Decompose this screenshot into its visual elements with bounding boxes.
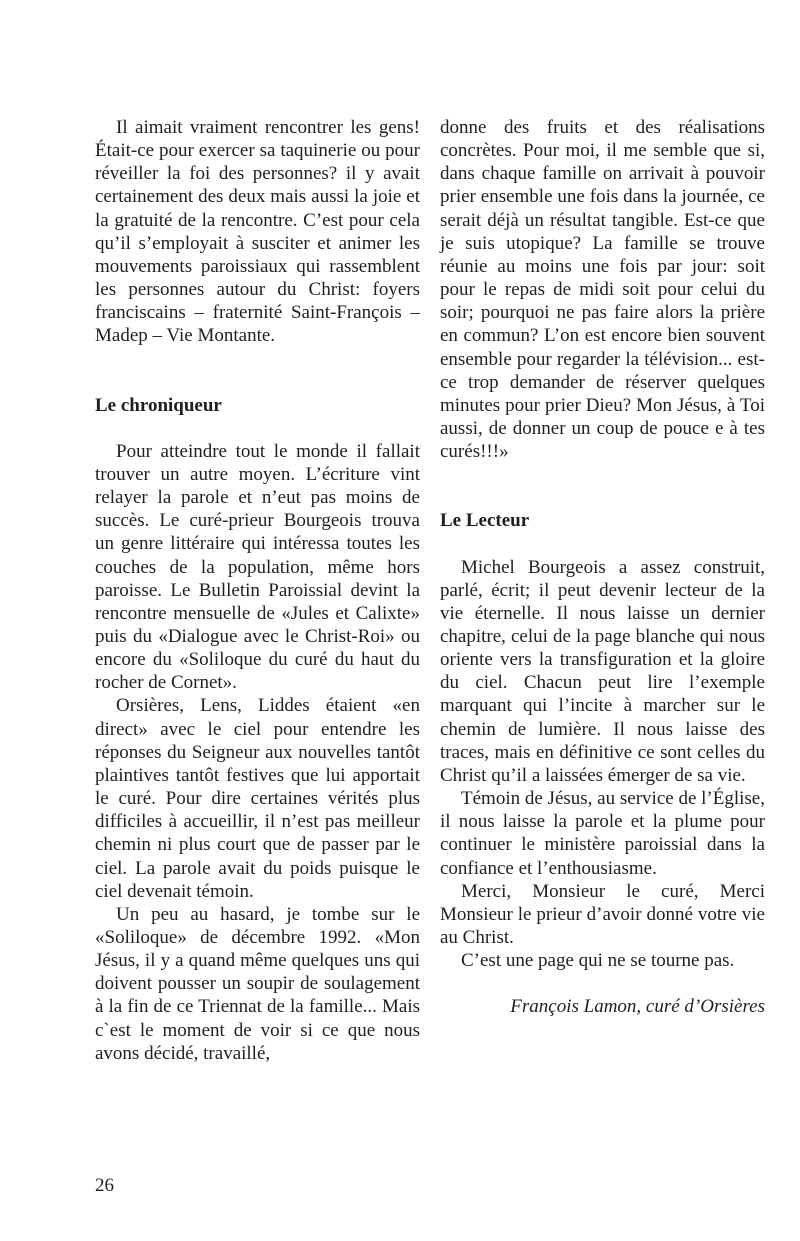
- page-number: 26: [95, 1175, 114, 1196]
- paragraph: Orsières, Lens, Liddes étaient «en direct» avec le ciel pour entendre les réponses du Seigneur aux nouvelles tantôt plaintives tantôt festives que lui apportait le curé. Pour dire certaines vérités plus difficiles à accueillir, il n’est pas meilleur chemin ni plus court que de passer par le ciel. La parole avait du poids puisque le ciel devenait témoin.: [95, 695, 420, 902]
- section-heading-lecteur: Le Lecteur: [440, 510, 530, 532]
- paragraph: Michel Bourgeois a assez construit, parlé, écrit; il peut devenir lecteur de la vie éternelle. Il nous laisse un dernier chapitre, celui de la page blanche qui nous oriente vers la transfiguration et la gloire du ciel. Chacun peut lire l’exemple marquant qui l’incite à marcher sur le chemin de lumière. Il nous laisse des traces, mais en définitive ce sont celles du Christ qu’il a laissées émerger de sa vie.: [440, 556, 765, 786]
- continuation-paragraph: donne des fruits et des réalisations concrètes. Pour moi, il me semble que si, dans chaque famille on arrivait à pouvoir prier ensemble une fois dans la journée, ce serait déjà un résultat tangible. Est-ce que je suis utopique? La famille se trouve réunie au moins une fois par jour: soit pour le repas de midi soit pour celui du soir; pourquoi ne pas faire alors la prière en commun? L’on est encore bien souvent ensemble pour regarder la télévision... est-ce trop demander de réserver quelques minutes pour prier Dieu? Mon Jésus, à Toi aussi, de donner un coup de pouce e à tes curés!!!»: [440, 117, 765, 463]
- paragraph: C’est une page qui ne se tourne pas.: [461, 950, 735, 972]
- paragraph: Témoin de Jésus, au service de l’Église, il nous laisse la parole et la plume pour continuer le ministère paroissial dans la confiance et l’enthousiasme.: [440, 788, 765, 879]
- author-signature: François Lamon, curé d’Orsières: [510, 996, 765, 1018]
- intro-paragraph: Il aimait vraiment rencontrer les gens! Était-ce pour exercer sa taquinerie ou pour réveiller la foi des personnes? il y avait certainement des deux mais aussi la joie et la gratuité de la rencontre. C’est pour cela qu’il s’employait à susciter et animer les mouvements paroissiaux qui rassemblent les personnes autour du Christ: foyers franciscains – fraternité Saint-François – Madep – Vie Montante.: [95, 117, 420, 347]
- paragraph: Merci, Monsieur le curé, Merci Monsieur le prieur d’avoir donné votre vie au Christ.: [440, 880, 765, 948]
- right-column: [440, 116, 765, 1018]
- left-column: [95, 116, 420, 1065]
- paragraph: Pour atteindre tout le monde il fallait trouver un autre moyen. L’écriture vint relayer la parole et n’eut pas moins de succès. Le curé-prieur Bourgeois trouva un genre littéraire qui intéressa toutes les couches de la population, même hors paroisse. Le Bulletin Paroissial devint la rencontre mensuelle de «Jules et Calixte» puis du «Dialogue avec le Christ-Roi» ou encore du «Soliloque du curé du haut du rocher de Cornet».: [95, 440, 420, 694]
- paragraph: Un peu au hasard, je tombe sur le «Soliloque» de décembre 1992. «Mon Jésus, il y a quand même quelques uns qui doivent pousser un soupir de soulagement à la fin de ce Triennat de la famille... Mais c`est le moment de voir si ce que nous avons décidé, travaillé,: [95, 903, 420, 1064]
- section-heading-chroniqueur: Le chroniqueur: [95, 394, 222, 416]
